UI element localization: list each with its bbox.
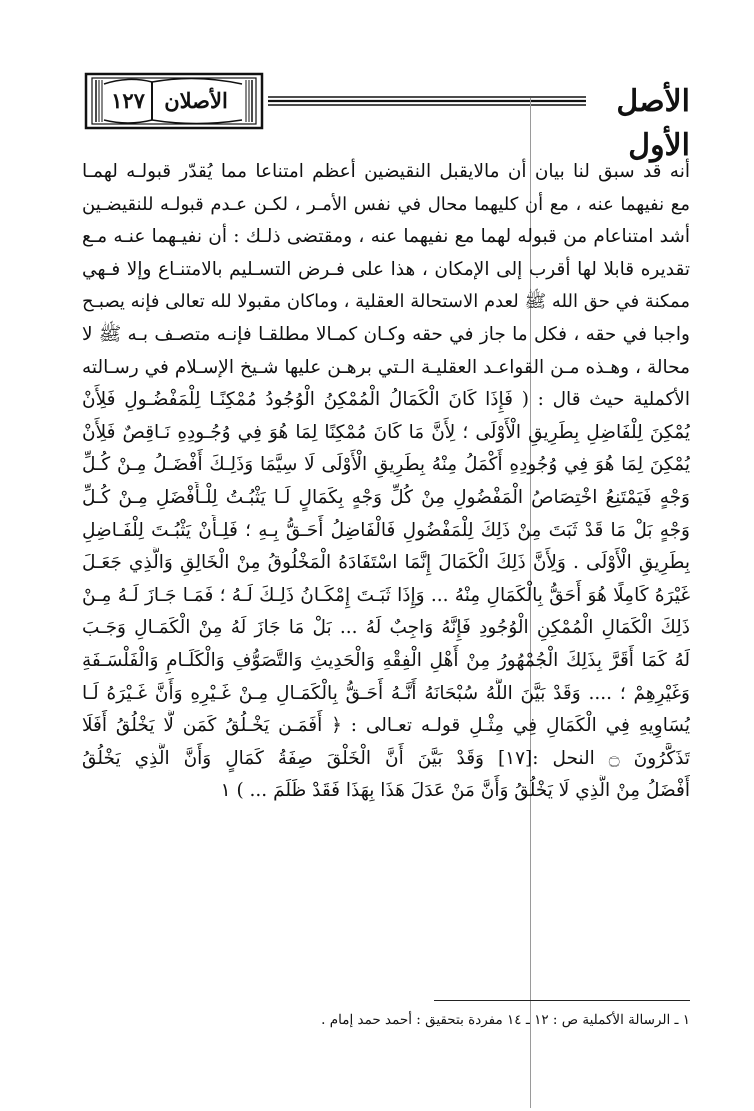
page-number: ١٢٧ <box>111 88 145 113</box>
body-line: مع نفيهما عنه ، مع أن كليهما محال في نفس الأمـر ، لكـن عـدم قبولـه للنقيضـين <box>82 193 690 215</box>
footnote-separator <box>434 1000 690 1001</box>
body-line: لَهُ كَمَا أَقَرَّ بِذَلِكَ الْجُمْهُورُ مِنْ أَهْلِ الْفِقْهِ وَالْحَدِيثِ وَالتَّصَوُّفِ وَالْكَلَـامِ وَالْفَلْسَـفَةِ <box>82 649 690 671</box>
body-line: تَذَكَّرُونَ ۝ النحل :[١٧] وَقَدْ بَيَّنَ أَنَّ الْخَلْقَ صِفَةُ كَمَالٍ وَأَنَّ الَّذِي يَخْلُقُ <box>82 747 690 769</box>
body-line: غَيْرَهُ كَامِلًا هُوَ أَحَقُّ بِالْكَمَالِ مِنْهُ ... وَإِذَا ثَبَـتَ إِمْكَـانُ ذَلِـكَ لَـهُ ؛ فَمَـا جَـازَ لَـهُ مِـنْ <box>82 584 690 606</box>
book-title-label: الأصلان <box>164 88 228 113</box>
body-line: تقديره قابلا لها أقرب إلى الإمكان ، هذا على فـرض التسـليم بالامتنـاع وإلا فـهي <box>82 258 690 280</box>
body-line: ممكنة في حق الله ﷺ لعدم الاستحالة العقلية ، وماكان مقبولا لله تعالى فإنه يصبـح <box>82 291 690 313</box>
body-line: واجبا في حقه ، فكل ما جاز في حقه وكـان كمـالا مطلقـا فإنـه متصـف بـه ﷺ لا <box>82 323 690 345</box>
body-line: بِطَرِيقِ الْأَوْلَى . وَلِأَنَّ ذَلِكَ الْكَمَالَ إِنَّمَا اسْتَفَادَهُ الْمَخْلُوقُ مِنْ الْخَالِقِ وَالَّذِي جَعَـلَ <box>82 552 690 574</box>
header-divider-rule <box>268 94 586 108</box>
body-line: يُمْكِنَ لِمَا هُوَ فِي وُجُودِهِ أَكْمَلُ مِنْهُ بِطَرِيقِ الْأَوْلَى لَا سِيَّمَا وَذَلِـكَ أَفْضَـلُ مِـنْ كُـلِّ <box>82 454 690 476</box>
body-line: أَفْضَلُ مِنْ الَّذِي لَا يَخْلُقُ وَأَنَّ مَنْ عَدَلَ هَذَا بِهَذَا فَقَدْ ظَلَمَ ... ) ١ <box>220 780 690 802</box>
body-line: الأكملية حيث قال : ( فَإِذَا كَانَ الْكَمَالُ الْمُمْكِنُ الْوُجُودُ مُمْكِنًـا لِلْمَفْضُـولِ فَلِأَنْ <box>82 389 690 411</box>
body-line: أشد امتناعام من قبوله لهما مع نفيهما عنه ، ومقتضى ذلـك : أن نفيـهما عنـه مـع <box>82 226 690 248</box>
body-text <box>82 156 690 808</box>
page-header <box>84 70 690 163</box>
body-line: محالة ، وهـذه مـن القواعـد العقليـة الـتي برهـن عليها شـيخ الإسـلام في رسـالته <box>82 356 690 378</box>
body-line: يُسَاوِيهِ فِي الْكَمَالِ فِي مِثْـلِ قولـه تعـالى : ﴿ أَفَمَـن يَخْـلُقُ كَمَن لَّا يَخْلُقُ أَفَلَا <box>82 715 690 737</box>
footnote: ١ ـ الرسالة الأكملية ص : ١٢ ـ ١٤ مفردة بتحقيق : أحمد حمد إمام . <box>321 1012 690 1028</box>
body-line: وَجْهٍ فَيَمْتَنِعُ اخْتِصَاصُ الْمَفْضُولِ مِنْ كُلِّ وَجْهٍ بِكَمَالٍ لَـا يَثْبُـتُ لِلْـأَفْضَلِ مِـنْ كُـلِّ <box>82 486 690 508</box>
section-title: الأصل الأول <box>616 84 690 163</box>
body-line: يُمْكِنَ لِلْفَاضِلِ بِطَرِيقِ الْأَوْلَى ؛ لِأَنَّ مَا كَانَ مُمْكِنًا لِمَا هُوَ فِي وُجُـودِهِ نَـاقِصٌ فَلِأَنْ <box>82 421 690 443</box>
body-line: وَغَيْرِهِمْ ؛ .... وَقَدْ بَيَّنَ اللَّهُ سُبْحَانَهُ أَنَّـهُ أَحَـقُّ بِالْكَمَـالِ مِـنْ غَـيْرِهِ وَأَنَّ غَـيْرَهُ لَـا <box>82 682 690 704</box>
body-line: أنه قد سبق لنا بيان أن مالايقبل النقيضين أعظم امتناعا مما يُقدّر قبولـه لهمـا <box>82 161 690 182</box>
body-line: ذَلِكَ الْكَمَالِ الْمُمْكِنِ الْوُجُودِ فَإِنَّهُ وَاجِبٌ لَهُ ... بَلْ مَا جَازَ لَهُ مِنْ الْكَمَـالِ وَجَـبَ <box>82 617 690 639</box>
body-line: وَجْهٍ بَلْ مَا قَدْ ثَبَتَ مِنْ ذَلِكَ لِلْمَفْضُولِ فَالْفَاضِلُ أَحَـقُّ بِـهِ ؛ فَلِـأَنْ يَثْبُـتَ لِلْفَـاضِلِ <box>82 519 690 541</box>
